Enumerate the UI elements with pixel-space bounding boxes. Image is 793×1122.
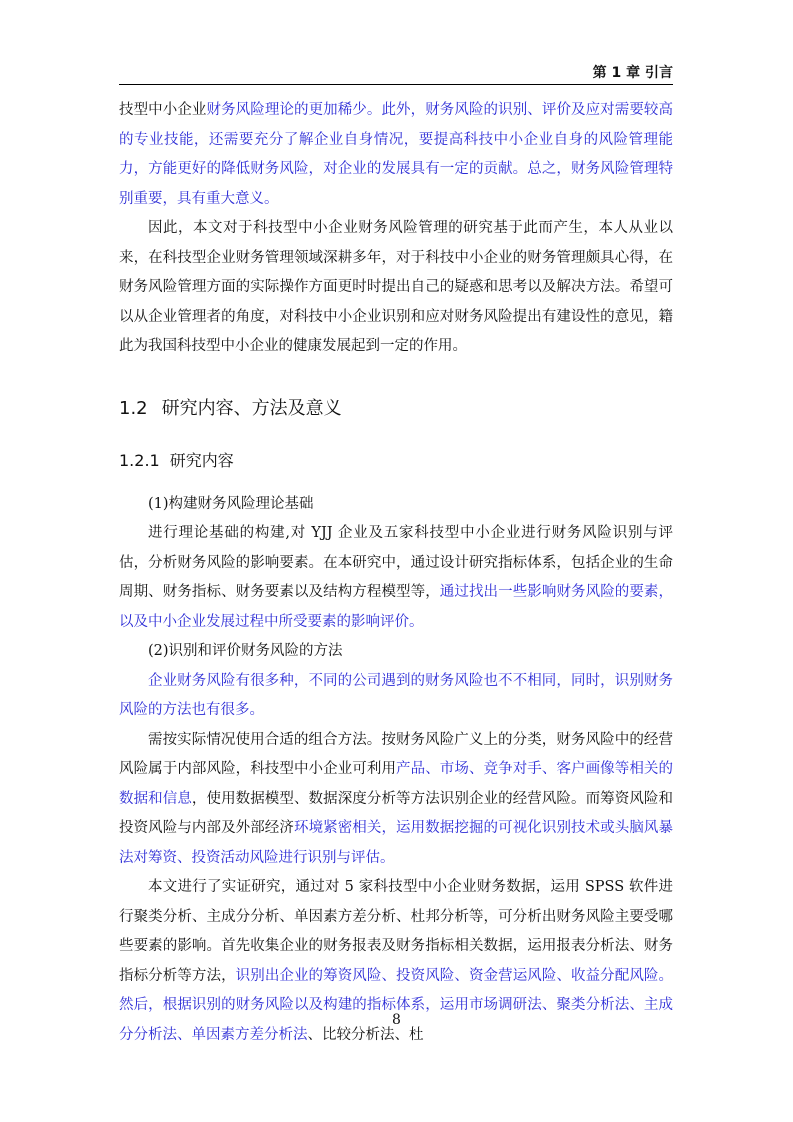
highlighted-text: 识别出企业的筹资风险、投资风险、资金营运风险、收益分配风险。然后，根据识别的财务风险以及构建的指标体系，运用市场调研法、聚类分析法、主成分分析法、单因素方差分析法 bbox=[119, 967, 674, 1043]
section-number: 1.2 bbox=[119, 397, 148, 419]
text-span: 需按实际情况使用合适的组合方法。按财务风险广义上的分类，财务风险中的经营风险属于内部风险，科技型中小企业可利用 bbox=[119, 731, 673, 777]
text-span: ，使用数据模型、数据深度分析等方法识别企业的经营风险。而筹资风险和投资风险与内部及外部经济 bbox=[119, 790, 673, 836]
paragraph: 因此，本文对于科技型中小企业财务风险管理的研究基于此而产生，本人从业以来，在科技型企业财务管理领域深耕多年，对于科技中小企业的财务管理颇具心得，在财务风险管理方面的实际操作方面更时时提出自己的疑惑和思考以及解决方法。希望可以从企业管理者的角度，对科技中小企业识别和应对财务风险提出有建设性的意见，籍此为我国科技型中小企业的健康发展起到一定的作用。 bbox=[119, 220, 673, 354]
section-title: 研究内容、方法及意义 bbox=[161, 397, 342, 419]
highlighted-text: 财务风险理论的更加稀少。此外，财务风险的识别、评价及应对需要较高的专业技能，还需要充分了解企业自身情况，要提高科技中小企业自身的风险管理能力，方能更好的降低财务风险，对企业的发展具有一定的贡献。总之，财务风险管理特别重要，具有重大意义。 bbox=[119, 102, 674, 207]
text-span: 本文进行了实证研究，通过对 5 家科技型中小企业财务数据，运用 SPSS 软件进行聚类分析、主成分分析、单因素方差分析、杜邦分析等，可分析出财务风险主要受哪些要素的影响。首先收集企业的财务报表及财务指标相关数据，运用报表分析法、财务指标分析等方法， bbox=[119, 879, 673, 984]
item-heading: (1)构建财务风险理论基础 bbox=[148, 495, 314, 512]
running-header: 第 1 章 引言 bbox=[592, 65, 673, 81]
highlighted-text: 产品、市场、竞争对手、客户画像等相关的数据和信息 bbox=[119, 761, 674, 807]
highlighted-text: 环境紧密相关，运用数据挖掘的可视化识别技术或头脑风暴法对筹资、投资活动风险进行识别与评估。 bbox=[119, 820, 674, 866]
subsection-number: 1.2.1 bbox=[119, 450, 160, 470]
highlighted-text: 通过找出一些影响财务风险的要素，以及中小企业发展过程中所受要素的影响评价。 bbox=[119, 584, 674, 630]
subsection-title: 研究内容 bbox=[169, 450, 234, 470]
header-rule bbox=[119, 84, 673, 85]
paragraph-continued bbox=[119, 96, 673, 214]
item-heading: (2)识别和评价财务风险的方法 bbox=[148, 643, 343, 659]
paragraph bbox=[119, 726, 673, 874]
highlighted-paragraph: 企业财务风险有很多种，不同的公司遇到的财务风险也不不相同，同时，识别财务风险的方法也有很多。 bbox=[119, 672, 673, 718]
text-span: 进行理论基础的构建,对 YJJ 企业及五家科技型中小企业进行财务风险识别与评估，分析财务风险的影响要素。在本研究中，通过设计研究指标体系，包括企业的生命周期、财务指标、财务要素以及结构方程模型等， bbox=[119, 525, 673, 600]
page-body bbox=[119, 96, 673, 1050]
subsection-heading bbox=[119, 446, 673, 476]
text-span: 、比较分析法、杜 bbox=[307, 1026, 424, 1043]
text-span: 技型中小企业 bbox=[119, 102, 207, 118]
section-heading bbox=[119, 392, 673, 426]
page-number: 8 bbox=[392, 1012, 401, 1028]
paragraph bbox=[119, 519, 673, 637]
